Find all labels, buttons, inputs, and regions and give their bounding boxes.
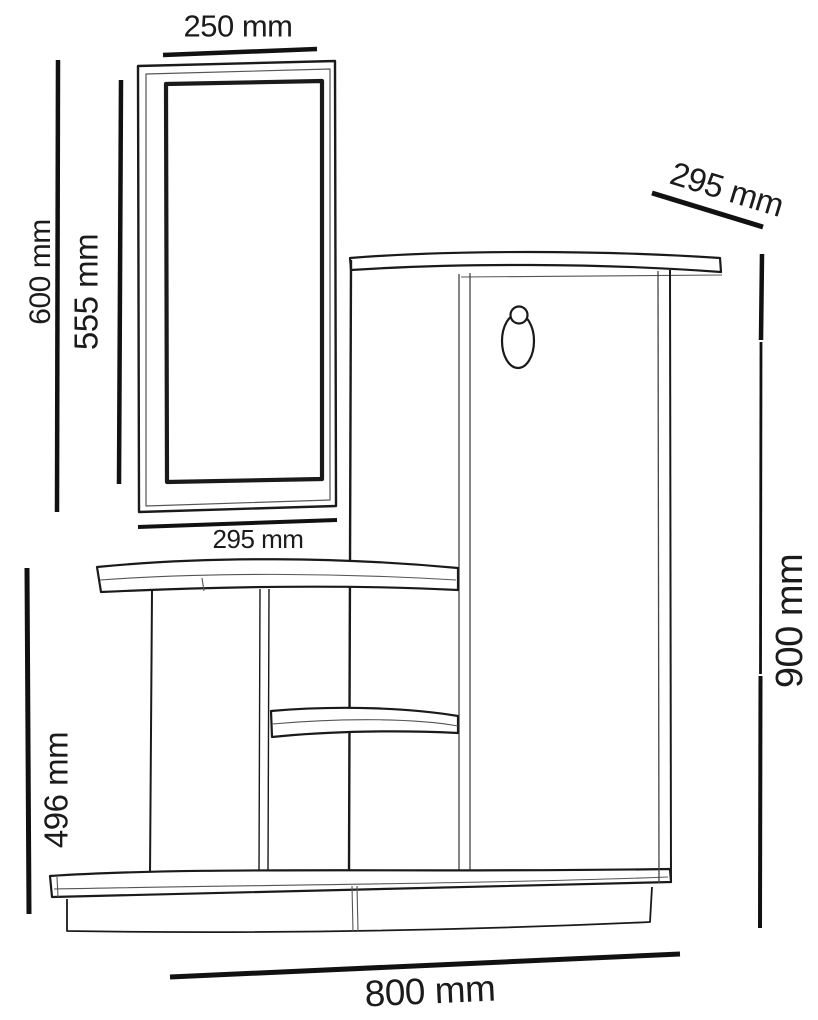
middle-support-front — [259, 589, 260, 875]
dim-line-mirror-width — [163, 49, 317, 55]
plinth-seam-right — [357, 886, 358, 931]
tall-cabinet — [349, 252, 722, 872]
left-support — [150, 591, 152, 875]
middle-support-back — [268, 589, 269, 875]
cabinet-door-top-edge — [461, 275, 722, 277]
dim-line-shelf-height — [27, 568, 29, 914]
dim-label-mirror-outer-height: 600 mm — [24, 219, 57, 325]
dim-label-mirror-width: 250 mm — [183, 8, 293, 44]
base-slab — [50, 869, 671, 897]
dim-label-cabinet-height: 900 mm — [769, 553, 811, 689]
dim-label-cabinet-depth: 295 mm — [666, 154, 788, 224]
oval-knob — [502, 307, 534, 369]
cabinet-door-right-edge-inner — [658, 271, 659, 883]
dim-line-mirror-outer-height — [57, 60, 58, 512]
cabinet-right-corner — [658, 270, 671, 883]
mirror-frame-depth-edge — [146, 69, 330, 506]
top-shelf — [97, 559, 458, 592]
plinth-seam-left — [352, 886, 353, 931]
wall-mirror — [138, 61, 336, 512]
cabinet-top-panel — [350, 252, 721, 272]
cabinet-door-right-edge-outer — [670, 270, 671, 883]
dim-line-mirror-inner-height — [119, 80, 121, 484]
dim-label-mirror-bottom-width: 295 mm — [212, 524, 304, 554]
shelf-supports — [150, 589, 269, 875]
dim-line-cabinet-height-mid — [761, 342, 762, 674]
dim-line-cabinet-height-bottom — [760, 676, 761, 928]
dim-label-shelf-section-height: 496 mm — [37, 731, 75, 849]
knob-ring — [511, 307, 528, 324]
plinth-base — [50, 869, 671, 932]
dim-line-cabinet-height-top — [761, 254, 762, 340]
dim-label-mirror-inner-height: 555 mm — [67, 233, 105, 351]
mirror-glass — [166, 81, 322, 482]
dim-label-overall-width: 800 mm — [363, 967, 497, 1015]
